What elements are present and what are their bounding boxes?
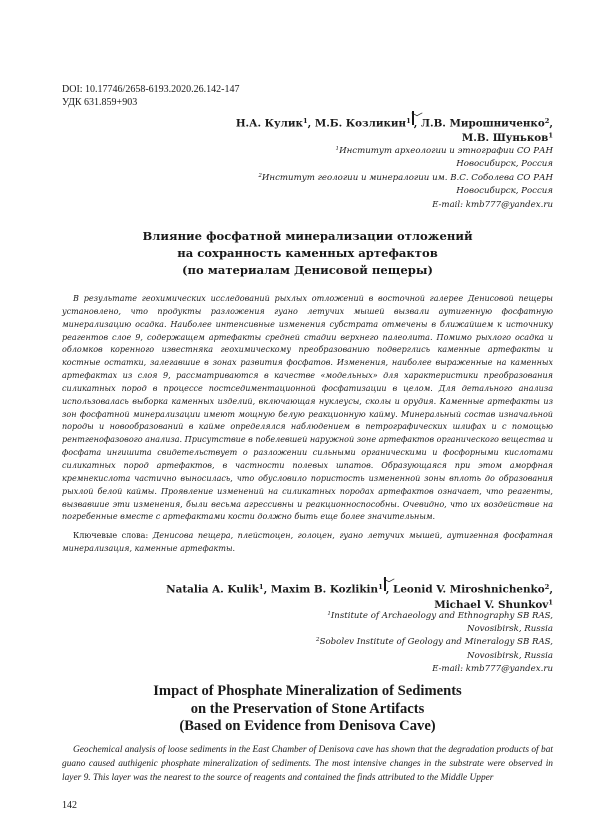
author-name: М.Б. Козликин [314,117,407,130]
affiliation-marker: 2 [316,637,320,644]
affiliation-line [316,623,553,636]
affiliation-text: Новосибирск, Россия [456,186,553,197]
affiliation-marker: 1 [302,116,308,125]
envelope-icon [384,577,386,591]
author-name: Michael V. Shunkov [434,598,549,611]
author-name: Leonid V. Miroshnichenko [393,583,545,596]
affiliation-text: Novosibirsk, Russia [466,650,553,661]
en-authors [166,577,553,613]
article-identifiers [62,84,240,109]
affiliation-marker: 1 [335,145,340,152]
author-name: Maxim B. Kozlikin [270,583,379,596]
title-line: Impact of Phosphate Mineralization of Sediments [153,683,462,699]
author-separator: , [549,583,553,596]
affiliation-text: Novosibirsk, Russia [466,624,553,635]
author-name: Natalia A. Kulik [166,583,259,596]
author-separator: , [263,583,271,596]
title-line: on the Preservation of Stone Artifacts [190,700,425,717]
author-name: Н.А. Кулик [235,117,303,130]
keywords-value: Денисова пещера, плейстоцен, голоцен, гуано летучих мышей, аутигенная фосфатная минерализация, каменные артефакты. [62,531,554,553]
affiliation-line [316,663,553,676]
udk-text: УДК 631.859+903 [62,96,138,108]
affiliation-line [316,650,553,663]
affiliation-line [258,172,553,185]
ru-article-title [62,228,553,279]
affiliation-marker: 2 [544,116,550,125]
affiliation-marker: 1 [378,583,383,592]
affiliation-marker: 2 [258,172,262,179]
en-article-title [62,683,553,736]
doi-text[interactable]: DOI: 10.17746/2658-6193.2020.26.142-147 [62,84,240,95]
title-line: (Based on Evidence from Denisova Cave) [179,718,436,734]
author-separator: , [307,117,315,130]
affiliation-text: E-mail: kmb777@yandex.ru [432,199,553,210]
affiliation-marker: 2 [544,583,550,592]
affiliation-text: Институт археологии и этнографии СО РАН [339,146,553,156]
en-affiliations [316,610,553,676]
ru-affiliations [258,145,553,212]
en-abstract: Geochemical analysis of loose sediments in the East Chamber of Denisova cave has shown that the degradation products of bat guano caused authigenic phosphate mineralization of sediments. The most intensive changes in the substrate were observed in layer 9. This layer was the nearest to the source of reagents and contained the finds attributed to the Middle Upper [62,745,553,784]
affiliation-marker: 1 [406,116,411,125]
affiliation-line [258,158,553,171]
ru-authors-line-1 [236,111,553,131]
title-line: Влияние фосфатной минерализации отложений [142,229,473,243]
ru-authors [236,111,553,145]
page-number: 142 [62,800,77,811]
affiliation-line [258,199,553,212]
en-authors-line-1 [166,577,553,598]
affiliation-marker: 1 [548,130,553,139]
affiliation-line [316,636,553,649]
envelope-icon [412,111,414,125]
affiliation-marker: 1 [327,610,331,617]
affiliation-line [316,610,553,623]
affiliation-marker: 1 [258,583,264,592]
title-line: (по материалам Денисовой пещеры) [182,263,433,277]
affiliation-text: Новосибирск, Россия [456,159,553,170]
affiliation-marker: 1 [548,598,553,607]
affiliation-text: Sobolev Institute of Geology and Mineralogy SB RAS, [319,637,553,648]
keywords-label: Ключевые слова: [73,531,149,540]
ru-keywords [62,530,553,556]
affiliation-text: E-mail: kmb777@yandex.ru [432,663,553,674]
author-separator: , [549,117,553,130]
ru-authors-line-2 [236,131,553,145]
author-name: М.В. Шуньков [461,131,549,144]
affiliation-text: Institute of Archaeology and Ethnography SB RAS, [330,611,553,621]
ru-abstract: В результате геохимических исследований рыхлых отложений в восточной галерее Денисовой пещеры установлено, что продукты разложения гуано летучих мышей вызвали аутигенную фосфатную минерализацию осадка. Наиболее интенсивные изменения субстрата отмечены в ближайшем к источнику реагентов слое 9, содержащем артефакты средней стадии верхнего палеолита. Помимо рыхлого осадка и обломков коренного известняка геохимическому преобразованию подверглись каменные артефакты и костные остатки, залегавшие в зонах развития фосфатов. Изменения, наиболее выраженные на каменных артефактах из слоя 9, рассматриваются в качестве «модельных» для характеристики преобразования силикатных пород в процессе постседиментационной фосфатизации в целом. Для детального анализа использовалась выборка каменных изделий, включающая нуклеусы, сколы и орудия. Каменные артефакты из зон фосфатной минерализации имеют мощную белую реакционную кайму. Минеральный состав изначальной породы и новообразований в кайме определялся наблюдением в петрографических шлифах и с помощью рентгенофазового анализа. Присутствие в побелевшей наружной зоне артефактов органического вещества и фосфата ингишита свидетельствует о разложении сильными органическими и фосфорными кислотами силикатных пород артефактов, в частности полевых шпатов. Образующаяся при этом аморфная кремнекислота частично выносилась, что обусловило пористость измененной зоны вплоть до образования рыхлой белой каймы. Проявление изменений на силикатных породах артефактов означает, что реагенты, вызвавшие эти изменения, были весьма агрессивны и реакционноспособны. Очевидно, что их воздействие на погребенные вместе с артефактами кости должно быть еще более значительным. [62,294,553,522]
author-name: Л.В. Мирошниченко [420,117,545,130]
affiliation-line [258,185,553,198]
title-line: на сохранность каменных артефактов [177,246,438,260]
affiliation-line [258,145,553,158]
author-separator: , [413,117,421,130]
author-separator: , [385,583,394,596]
affiliation-text: Институт геологии и минералогии им. В.С. Соболева СО РАН [261,172,553,183]
